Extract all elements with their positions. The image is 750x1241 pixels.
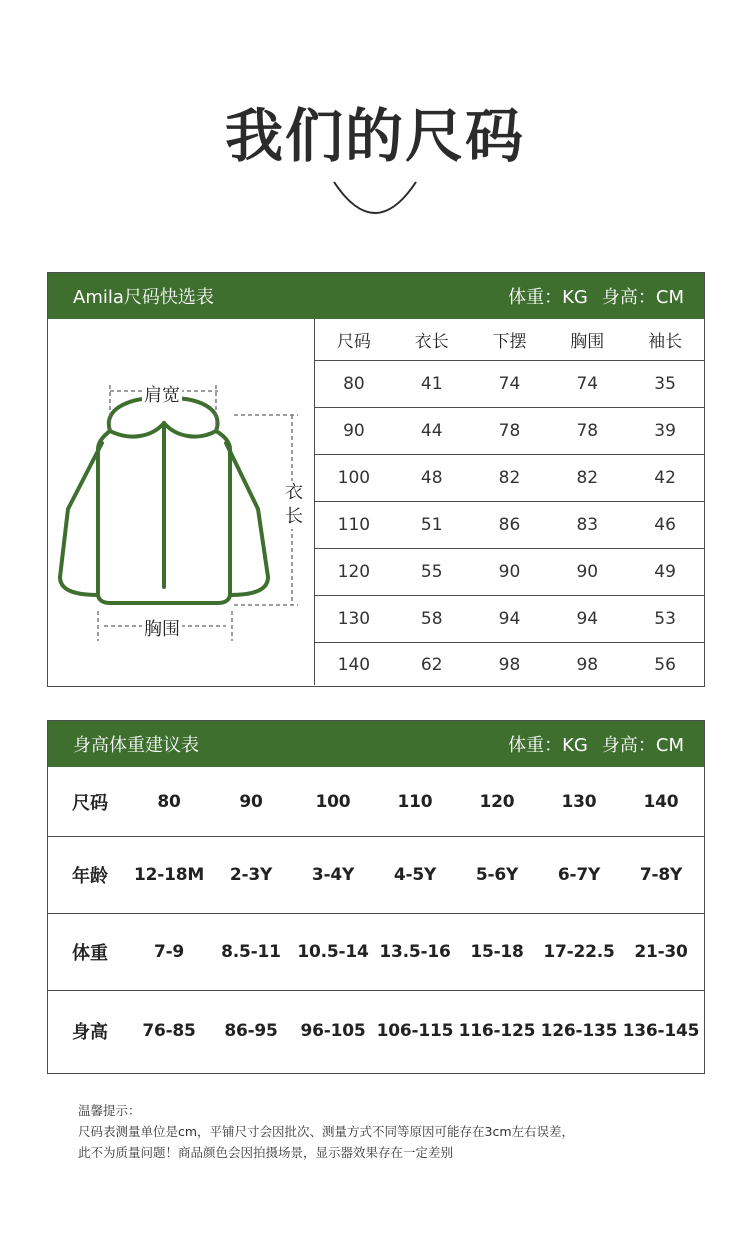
table-cell: 13.5-16 xyxy=(379,942,451,962)
table-cell: 10.5-14 xyxy=(297,942,369,962)
table-cell: 98 xyxy=(576,654,599,675)
size-chart-header xyxy=(48,273,704,319)
size-table xyxy=(315,319,704,686)
table-cell: 39 xyxy=(654,421,676,441)
table-cell: 2-3Y xyxy=(229,865,273,885)
row-label: 身高 xyxy=(72,1022,108,1043)
notes xyxy=(78,1100,574,1163)
table-cell: 120 xyxy=(479,791,515,812)
table-cell: 136-145 xyxy=(622,1021,700,1041)
table-cell: 86-95 xyxy=(224,1021,278,1041)
column-header: 尺码 xyxy=(336,332,371,352)
garment-length-label-2: 长 xyxy=(282,505,306,529)
table-cell: 80 xyxy=(343,374,365,394)
table-row xyxy=(315,502,704,549)
table-cell: 56 xyxy=(654,654,676,675)
weight-unit: 体重：KG xyxy=(508,287,588,308)
table-row xyxy=(315,455,704,502)
table-cell: 15-18 xyxy=(470,942,524,962)
table-cell: 46 xyxy=(654,515,676,535)
table-cell: 130 xyxy=(561,791,597,812)
row-label: 尺码 xyxy=(72,792,108,814)
table-cell: 94 xyxy=(498,609,521,629)
column-header: 下摆 xyxy=(492,332,527,352)
table-cell: 90 xyxy=(498,562,521,582)
table-cell: 6-7Y xyxy=(557,865,601,885)
column-header: 袖长 xyxy=(648,332,683,352)
chest-label: 胸围 xyxy=(142,615,182,641)
table-cell: 3-4Y xyxy=(311,865,355,885)
recommend-title: 身高体重建议表 xyxy=(73,735,199,756)
column-header: 衣长 xyxy=(414,332,449,352)
table-cell: 100 xyxy=(337,468,371,488)
table-cell: 86 xyxy=(498,515,521,535)
weight-unit: 体重：KG xyxy=(508,735,588,756)
page-title: 我们的尺码 xyxy=(224,102,525,170)
table-cell: 74 xyxy=(498,374,521,394)
recommend-header xyxy=(48,721,704,767)
table-row xyxy=(315,643,704,686)
row-label: 体重 xyxy=(72,943,108,964)
table-cell: 90 xyxy=(239,791,263,812)
table-cell: 96-105 xyxy=(300,1021,366,1041)
smile-curve-icon xyxy=(330,178,420,218)
table-cell: 110 xyxy=(397,791,433,812)
recommend-row-height xyxy=(48,991,704,1071)
notes-line: 尺码表测量单位是cm，平铺尺寸会因批次、测量方式不同等原因可能存在3cm左右误差， xyxy=(78,1124,575,1139)
recommend-card xyxy=(47,720,705,1074)
recommend-row-age xyxy=(48,837,704,914)
table-cell: 7-9 xyxy=(153,942,185,962)
table-cell: 49 xyxy=(654,562,676,582)
table-cell: 83 xyxy=(576,515,599,535)
table-row xyxy=(315,408,704,455)
table-cell: 90 xyxy=(343,421,365,441)
table-row xyxy=(315,549,704,596)
row-label: 年龄 xyxy=(72,866,108,887)
height-unit: 身高：CM xyxy=(601,287,684,308)
table-cell: 42 xyxy=(654,468,676,488)
table-cell: 8.5-11 xyxy=(221,942,281,962)
table-cell: 74 xyxy=(576,374,599,394)
table-cell: 94 xyxy=(576,609,599,629)
height-unit: 身高：CM xyxy=(601,735,684,756)
size-chart-card xyxy=(47,272,705,687)
table-cell: 90 xyxy=(576,562,599,582)
table-cell: 78 xyxy=(576,421,599,441)
table-cell: 55 xyxy=(420,562,443,582)
table-cell: 35 xyxy=(654,374,676,394)
table-cell: 82 xyxy=(576,468,599,488)
table-cell: 44 xyxy=(420,421,443,441)
table-cell: 110 xyxy=(337,515,371,535)
table-cell: 130 xyxy=(337,609,371,629)
table-cell: 17-22.5 xyxy=(543,942,615,962)
table-cell: 21-30 xyxy=(634,942,688,962)
shoulder-width-label: 肩宽 xyxy=(142,381,182,407)
table-cell: 98 xyxy=(498,654,521,675)
table-row xyxy=(315,596,704,643)
notes-line: 此不为质量问题！商品颜色会因拍摄场景，显示器效果存在一定差别 xyxy=(78,1145,454,1160)
table-cell: 48 xyxy=(420,468,443,488)
table-cell: 62 xyxy=(420,654,443,675)
table-cell: 12-18M xyxy=(133,865,205,885)
table-cell: 100 xyxy=(315,791,351,812)
table-cell: 51 xyxy=(420,515,443,535)
table-cell: 80 xyxy=(157,791,181,812)
size-chart-title: Amila尺码快选表 xyxy=(73,287,214,308)
table-cell: 106-115 xyxy=(376,1021,454,1041)
table-cell: 53 xyxy=(654,609,676,629)
recommend-row-weight xyxy=(48,914,704,991)
table-cell: 82 xyxy=(498,468,521,488)
table-cell: 140 xyxy=(337,654,371,675)
table-cell: 116-125 xyxy=(458,1021,536,1041)
table-cell: 41 xyxy=(420,374,443,394)
table-cell: 126-135 xyxy=(540,1021,618,1041)
garment-length-label-1: 衣 xyxy=(282,481,306,505)
table-cell: 76-85 xyxy=(142,1021,196,1041)
table-row xyxy=(315,361,704,408)
table-cell: 120 xyxy=(337,562,371,582)
table-cell: 58 xyxy=(420,609,443,629)
garment-illustration xyxy=(48,319,315,685)
notes-title: 温馨提示： xyxy=(78,1103,141,1118)
table-cell: 5-6Y xyxy=(475,865,519,885)
table-cell: 4-5Y xyxy=(393,865,437,885)
size-table-header-row xyxy=(315,319,704,361)
table-cell: 78 xyxy=(498,421,521,441)
table-cell: 140 xyxy=(643,791,679,812)
column-header: 胸围 xyxy=(570,332,605,352)
table-cell: 7-8Y xyxy=(639,865,683,885)
recommend-row-size xyxy=(48,767,704,837)
